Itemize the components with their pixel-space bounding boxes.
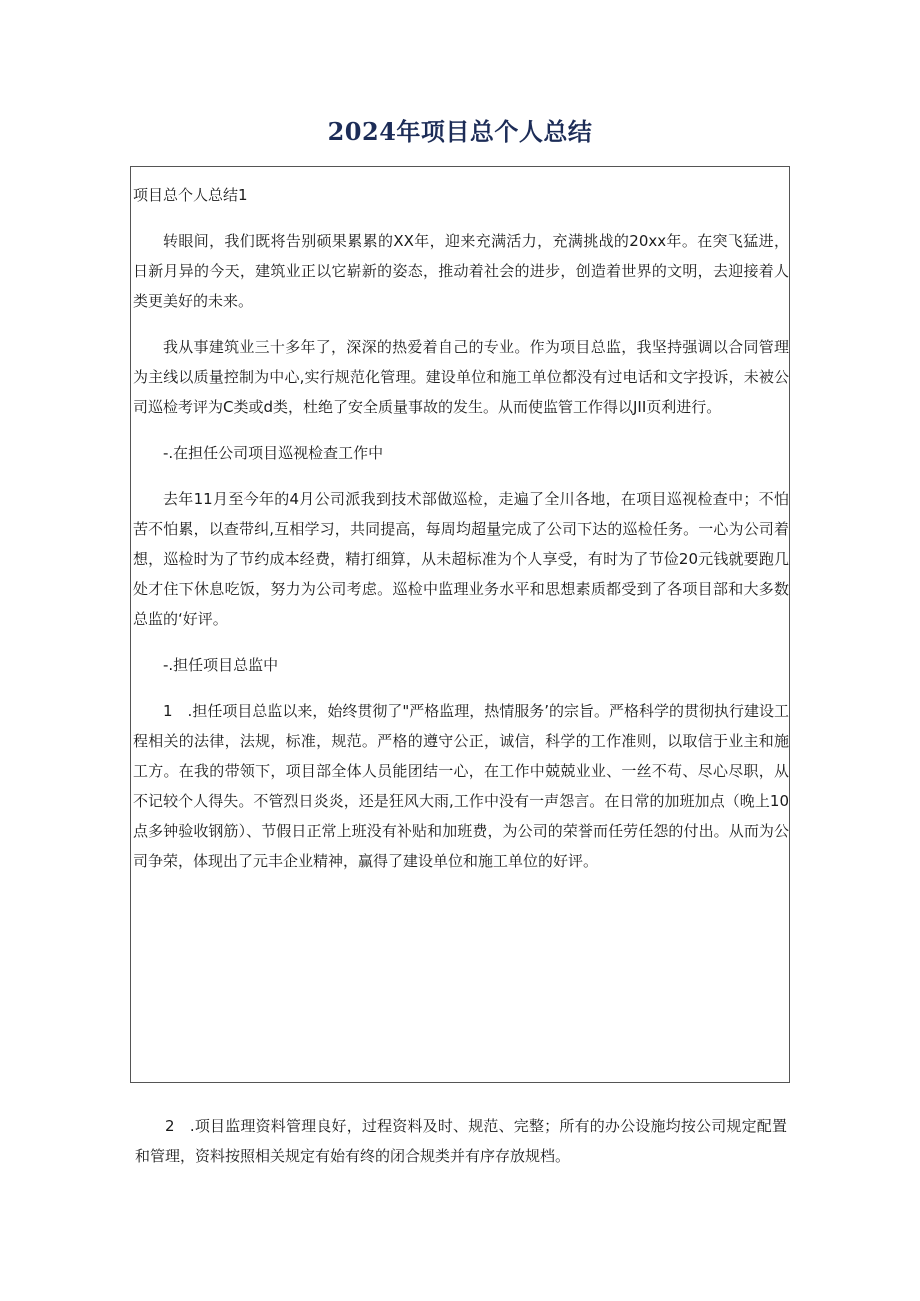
subsection-heading: -.担任项目总监中 [163, 656, 279, 674]
paragraph: 转眼间，我们既将告别硕果累累的XX年，迎来充满活力，充满挑战的20xx年。在突飞猛进，日新月异的今天，建筑业正以它崭新的姿态，推动着社会的进步，创造着世界的文明，去迎接着人类更美好的未来。 [133, 232, 789, 310]
subsection-heading: -.在担任公司项目巡视检查工作中 [163, 444, 384, 462]
paragraph: 我从事建筑业三十多年了，深深的热爱着自己的专业。作为项目总监，我坚持强调以合同管理为主线以质量控制为中心,实行规范化管理。建设单位和施工单位都没有过电话和文字投诉，未被公司巡检考评为C类或d类，杜绝了安全质量事故的发生。从而使监管工作得以JII页利进行。 [133, 338, 789, 416]
document-body [133, 180, 789, 876]
paragraph: 1 .担任项目总监以来，始终贯彻了"严格监理，热情服务’的宗旨。严格科学的贯彻执行建设工程相关的法律，法规，标准，规范。严格的遵守公正，诚信，科学的工作准则，以取信于业主和施工方。在我的带领下，项目部全体人员能团结一心，在工作中兢兢业业、一丝不苟、尽心尽职，从不记较个人得失。不管烈日炎炎，还是狂风大雨,工作中没有一声怨言。在日常的加班加点（晚上10点多钟验收钢筋）、节假日正常上班没有补贴和加班费，为公司的荣誉而任劳任怨的付出。从而为公司争荣，体现出了元丰企业精神，赢得了建设单位和施工单位的好评。 [133, 702, 789, 870]
page-title: 2024年项目总个人总结 [327, 117, 593, 146]
paragraph: 2 .项目监理资料管理良好，过程资料及时、规范、完整；所有的办公设施均按公司规定配置和管理，资料按照相关规定有始有终的闭合规类并有序存放规档。 [135, 1117, 787, 1165]
section-heading: 项目总个人总结1 [133, 186, 248, 204]
paragraph: 去年11月至今年的4月公司派我到技术部做巡检，走遍了全川各地，在项目巡视检查中；不怕苦不怕累，以查带纠,互相学习，共同提高，每周均超量完成了公司下达的巡检任务。一心为公司着想，巡检时为了节约成本经费，精打细算，从未超标准为个人享受，有时为了节俭20元钱就要跑几处才住下休息吃饭，努力为公司考虑。巡检中监理业务水平和思想素质都受到了各项目部和大多数总监的‘好评。 [133, 490, 789, 628]
